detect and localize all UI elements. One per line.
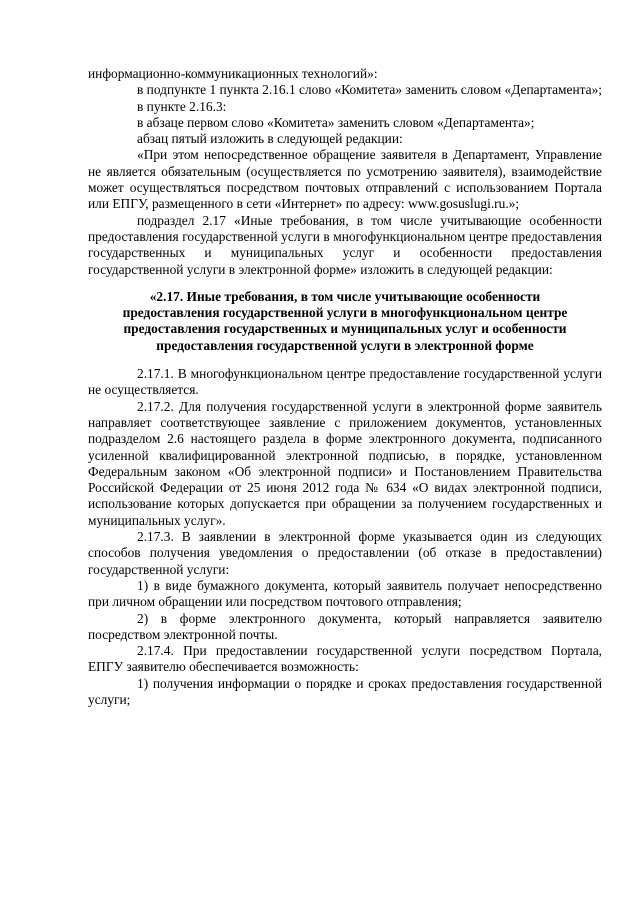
paragraph-2-17-1: 2.17.1. В многофункциональном центре предоставление государственной услуги не осуществляется.	[88, 366, 602, 398]
document-page	[88, 66, 602, 708]
section-heading-2-17: «2.17. Иные требования, в том числе учитывающие особенности предоставления государственной услуги в многофункциональном центре предоставления государственных и муниципальных услуг и особенности предоставления государственной услуги в электронной форме	[122, 288, 568, 353]
list-item-electronic-document: 2) в форме электронного документа, который направляется заявителю посредством электронной почты.	[88, 610, 602, 642]
paragraph-2-17-2: 2.17.2. Для получения государственной услуги в электронной форме заявитель направляет соответствующее заявление с приложением документов, установленных подразделом 2.6 настоящего раздела в форме электронного документа, подписанного усиленной квалифицированной электронной подписью, в порядке, установленном Федеральным законом «Об электронной подписи» и Постановлением Правительства Российской Федерации от 25 июня 2012 года № 634 «О видах электронной подписи, использование которых допускается при обращении за получением государственных и муниципальных услуг».	[88, 398, 602, 528]
paragraph-first-abzats: в абзаце первом слово «Комитета» заменить словом «Департамента»;	[137, 114, 535, 130]
paragraph-fifth-abzats: абзац пятый изложить в следующей редакции:	[137, 131, 403, 147]
paragraph-2-17-3: 2.17.3. В заявлении в электронной форме указывается один из следующих способов получения уведомления о предоставлении (об отказе в предоставлении) государственной услуги:	[88, 529, 602, 577]
list-item-paper-document: 1) в виде бумажного документа, который заявитель получает непосредственно при личном обращении или посредством почтового отправления;	[88, 577, 602, 610]
paragraph-line-continuation: информационно-коммуникационных технологий»:	[88, 66, 378, 81]
list-item-information: 1) получения информации о порядке и сроках предоставления государственной услуги;	[88, 675, 602, 707]
paragraph-subsection-2-17: подраздел 2.17 «Иные требования, в том числе учитывающие особенности предоставления государственной услуги в многофункциональном центре предоставления государственных и муниципальных услуг и особенности предоставления государственной услуги в электронной форме» изложить в следующей редакции:	[88, 212, 602, 277]
paragraph-subpoint-2-16-1: в подпункте 1 пункта 2.16.1 слово «Комитета» заменить словом «Департамента»;	[137, 82, 603, 98]
paragraph-quote-direct-appeal: «При этом непосредственное обращение заявителя в Департамент, Управление не является обязательным (осуществляется по усмотрению заявителя), взаимодействие может осуществляться посредством почтовых отправлений с использованием Портала или ЕПГУ, размещенного в сети «Интернет» по адресу: www.gosuslugi.ru.»;	[88, 147, 602, 212]
paragraph-point-2-16-3: в пункте 2.16.3:	[137, 98, 227, 114]
paragraph-2-17-4: 2.17.4. При предоставлении государственной услуги посредством Портала, ЕПГУ заявителю обеспечивается возможность:	[88, 643, 602, 675]
